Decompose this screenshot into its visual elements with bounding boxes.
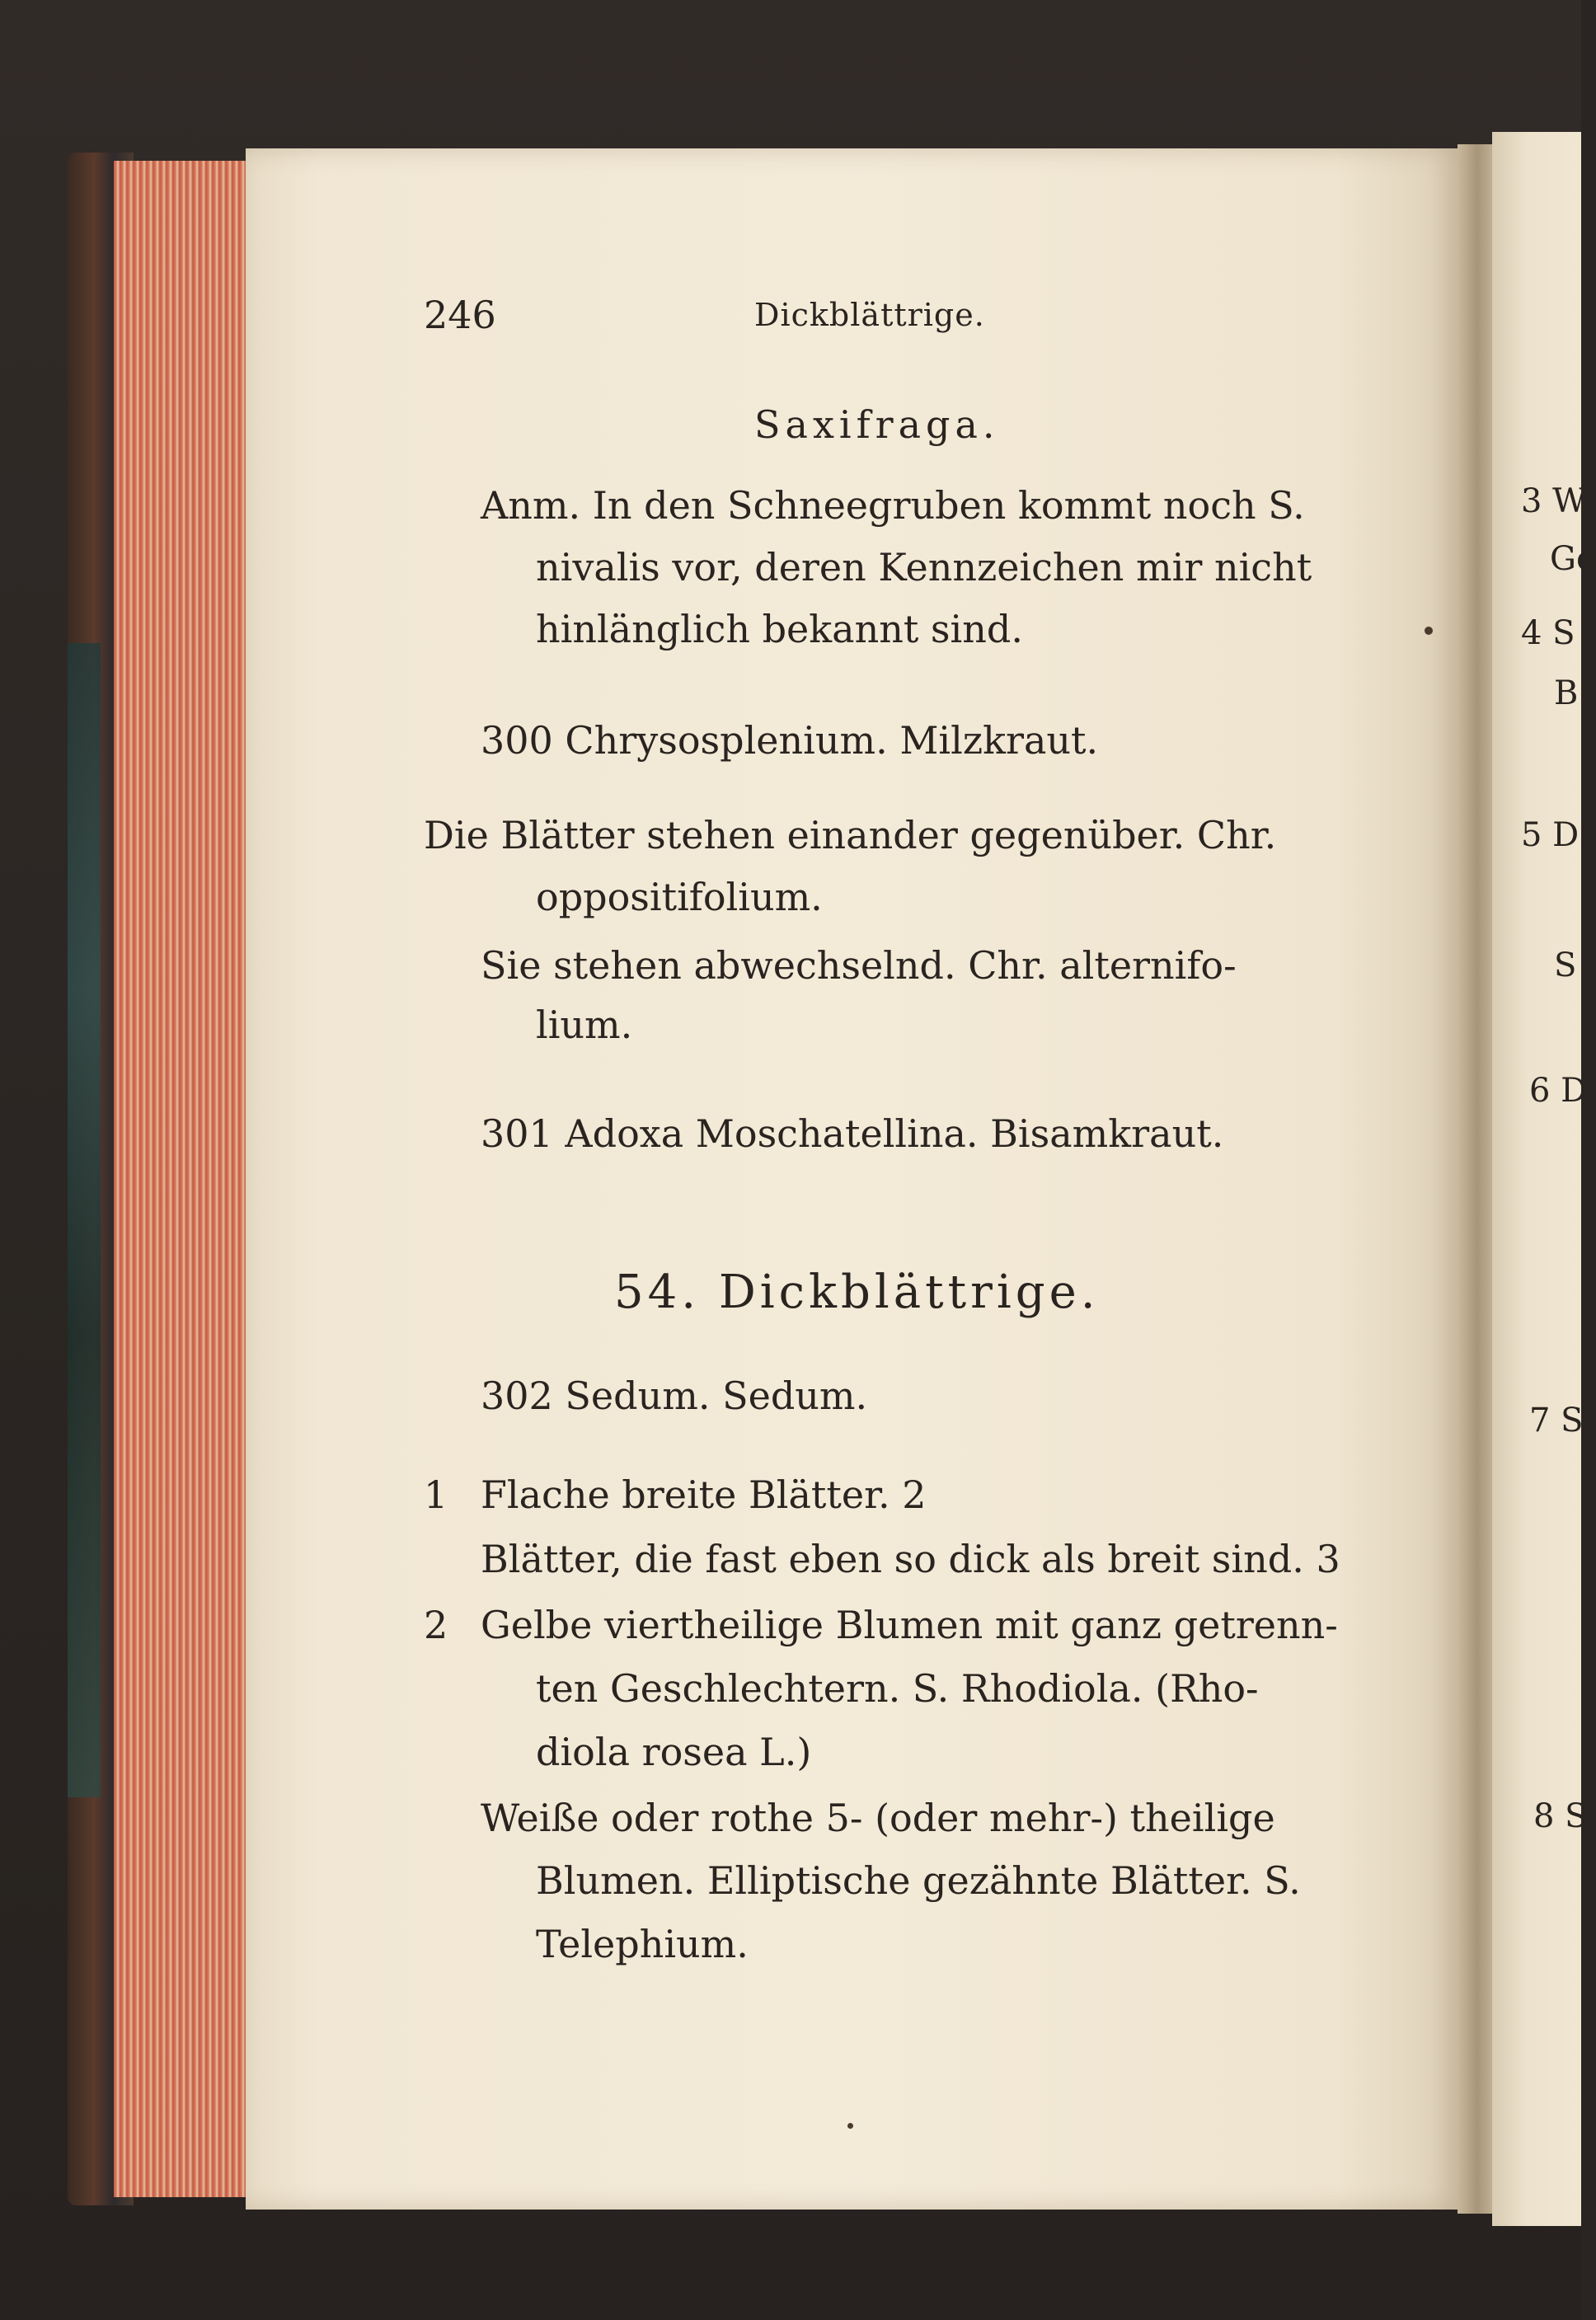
facing-fragment: 5 D [1521,816,1580,854]
family-heading: 54. Dickblättrige. [614,1266,1100,1319]
entry-300-line-1: Die Blätter stehen einander gegenüber. Chr. [424,813,1277,857]
entry-300-heading: 300 Chrysosplenium. Milzkraut. [481,718,1099,763]
speck [1425,627,1433,635]
facing-fragment: B [1554,674,1579,712]
key-1-number: 1 [424,1472,448,1517]
facing-fragment: S [1554,946,1577,984]
note-line-3: hinlänglich bekannt sind. [536,607,1023,651]
facing-fragment: 7 S [1529,1402,1584,1439]
entry-300-line-4: lium. [536,1003,633,1047]
facing-fragment: Ge [1550,540,1596,578]
page-number: 246 [424,293,496,337]
entry-300-line-3: Sie stehen abwechselnd. Chr. alternifo- [481,943,1237,988]
note-line-2: nivalis vor, deren Kennzeichen mir nicht [536,545,1312,589]
facing-fragment: 6 D [1529,1072,1588,1110]
entry-302-heading: 302 Sedum. Sedum. [481,1374,868,1418]
key-2-line-1: Gelbe viertheilige Blumen mit ganz getrenn- [481,1603,1338,1647]
genus-heading: Saxifraga. [754,402,1000,447]
page-edges [114,161,246,2197]
key-1-alt-line: Blätter, die fast eben so dick als breit sind. 3 [481,1537,1340,1581]
running-title: Dickblättrige. [754,297,985,333]
key-2-number: 2 [424,1603,448,1647]
facing-page [1492,132,1581,2226]
entry-301-heading: 301 Adoxa Moschatellina. Bisamkraut. [481,1111,1224,1156]
key-2-line-2: ten Geschlechtern. S. Rhodiola. (Rho- [536,1666,1259,1711]
facing-fragment: 3 W [1521,482,1587,520]
facing-fragment: 4 S [1521,614,1575,652]
key-2-line-4: Weiße oder rothe 5- (oder mehr-) theilige [481,1796,1275,1840]
cover-marbling [68,643,101,1797]
entry-300-line-2: oppositifolium. [536,875,823,919]
key-2-line-6: Telephium. [536,1922,749,1966]
key-1-line: Flache breite Blätter. 2 [481,1472,927,1517]
facing-fragment: 8 S [1533,1797,1588,1835]
key-2-line-3: diola rosea L.) [536,1730,812,1774]
note-line-1: Anm. In den Schneegruben kommt noch S. [481,483,1305,528]
key-2-line-5: Blumen. Elliptische gezähnte Blätter. S. [536,1858,1301,1903]
speck [847,2123,853,2129]
